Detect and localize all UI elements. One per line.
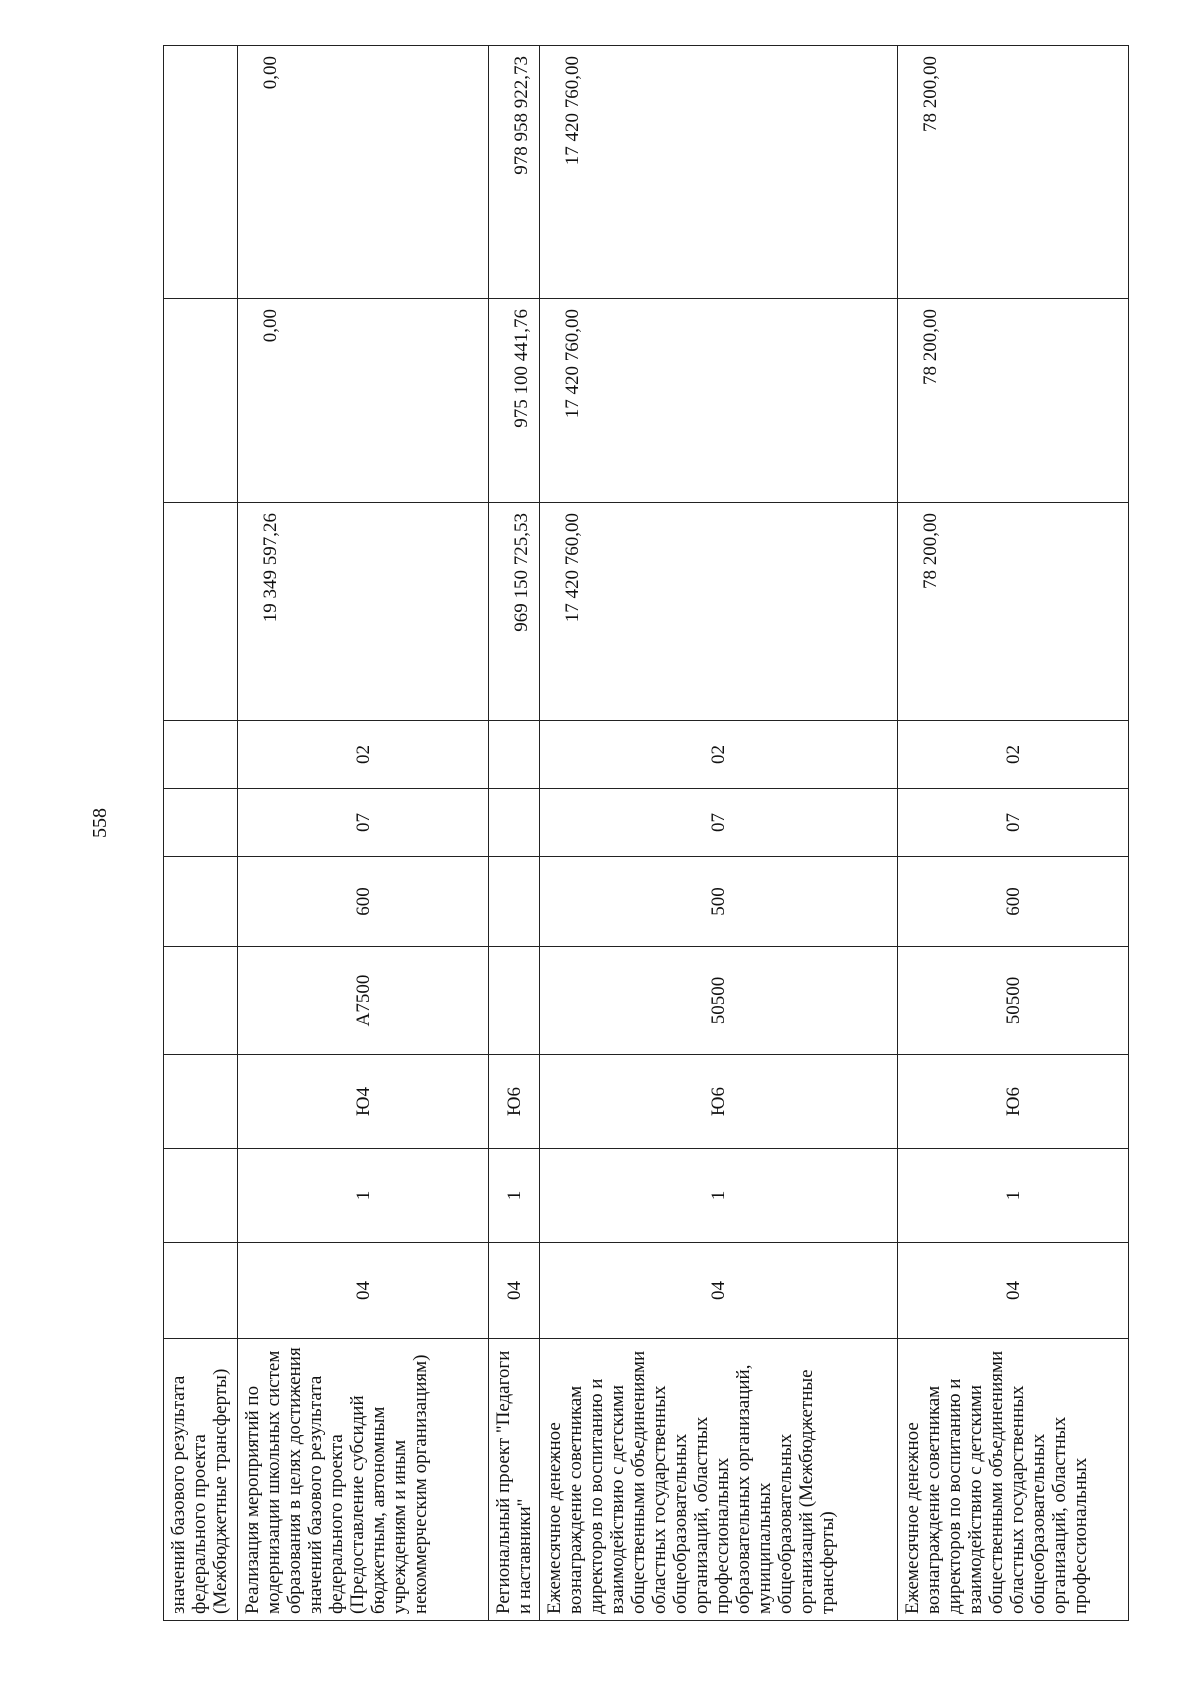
cell-c5: 600 [237,857,488,947]
cell-amount-2 [163,299,237,503]
cell-c1: 04 [897,1243,1128,1339]
cell-amount-3 [163,46,237,299]
cell-amount-3: 978 958 922,73 [488,46,539,299]
cell-c7: 02 [897,721,1128,789]
cell-c3: Ю4 [237,1055,488,1149]
table-row [488,46,539,1621]
row-name: Ежемесячное денежное вознаграждение советникам директоров по воспитанию и взаимодействию с детскими общественными объединениями областных государственных общеобразовательных организаций, областных профессиональных образовательных организаций, муниципальных общеобразовательных организаций (Межбюджетные трансферты) [539,1339,897,1621]
cell-c4: 50500 [897,947,1128,1055]
cell-amount-1: 19 349 597,26 [237,503,488,721]
cell-c7: 02 [539,721,897,789]
cell-c6 [163,789,237,857]
cell-c7 [488,721,539,789]
table-row [897,46,1128,1621]
cell-c5: 500 [539,857,897,947]
cell-c2 [163,1149,237,1243]
cell-c1 [163,1243,237,1339]
cell-amount-1: 17 420 760,00 [539,503,897,721]
cell-c6: 07 [897,789,1128,857]
cell-c2: 1 [539,1149,897,1243]
cell-amount-1: 969 150 725,53 [488,503,539,721]
cell-c2: 1 [488,1149,539,1243]
cell-c3: Ю6 [539,1055,897,1149]
cell-amount-3: 0,00 [237,46,488,299]
cell-c2: 1 [897,1149,1128,1243]
cell-c5 [163,857,237,947]
table-row [539,46,897,1621]
cell-c2: 1 [237,1149,488,1243]
row-name: значений базового результата федерального проекта (Межбюджетные трансферты) [163,1339,237,1621]
cell-c6 [488,789,539,857]
cell-amount-2: 975 100 441,76 [488,299,539,503]
cell-c3 [163,1055,237,1149]
cell-c7 [163,721,237,789]
table-row [163,46,237,1621]
cell-c4: А7500 [237,947,488,1055]
row-name: Ежемесячное денежное вознаграждение советникам директоров по воспитанию и взаимодействию с детскими общественными объединениями областных государственных общеобразовательных организаций, областных профессиональных [897,1339,1128,1621]
cell-amount-2: 17 420 760,00 [539,299,897,503]
cell-c5 [488,857,539,947]
cell-c1: 04 [539,1243,897,1339]
cell-c1: 04 [237,1243,488,1339]
row-name: Региональный проект "Педагоги и наставники" [488,1339,539,1621]
cell-amount-1: 78 200,00 [897,503,1128,721]
cell-amount-2: 0,00 [237,299,488,503]
cell-amount-1 [163,503,237,721]
row-name: Реализация мероприятий по модернизации школьных систем образования в целях достижения значений базового результата федерального проекта (Предоставление субсидий бюджетным, автономным учреждениям и иным некоммерческим организациям) [237,1339,488,1621]
cell-c1: 04 [488,1243,539,1339]
page-number: 558 [89,808,111,838]
cell-amount-3: 78 200,00 [897,46,1128,299]
cell-c6: 07 [539,789,897,857]
table-row [237,46,488,1621]
cell-c3: Ю6 [897,1055,1128,1149]
cell-c4: 50500 [539,947,897,1055]
cell-c5: 600 [897,857,1128,947]
cell-c3: Ю6 [488,1055,539,1149]
budget-table-sheet [163,46,1128,1621]
cell-c7: 02 [237,721,488,789]
cell-amount-2: 78 200,00 [897,299,1128,503]
cell-c4 [163,947,237,1055]
cell-c6: 07 [237,789,488,857]
cell-c4 [488,947,539,1055]
budget-table [163,45,1129,1621]
cell-amount-3: 17 420 760,00 [539,46,897,299]
